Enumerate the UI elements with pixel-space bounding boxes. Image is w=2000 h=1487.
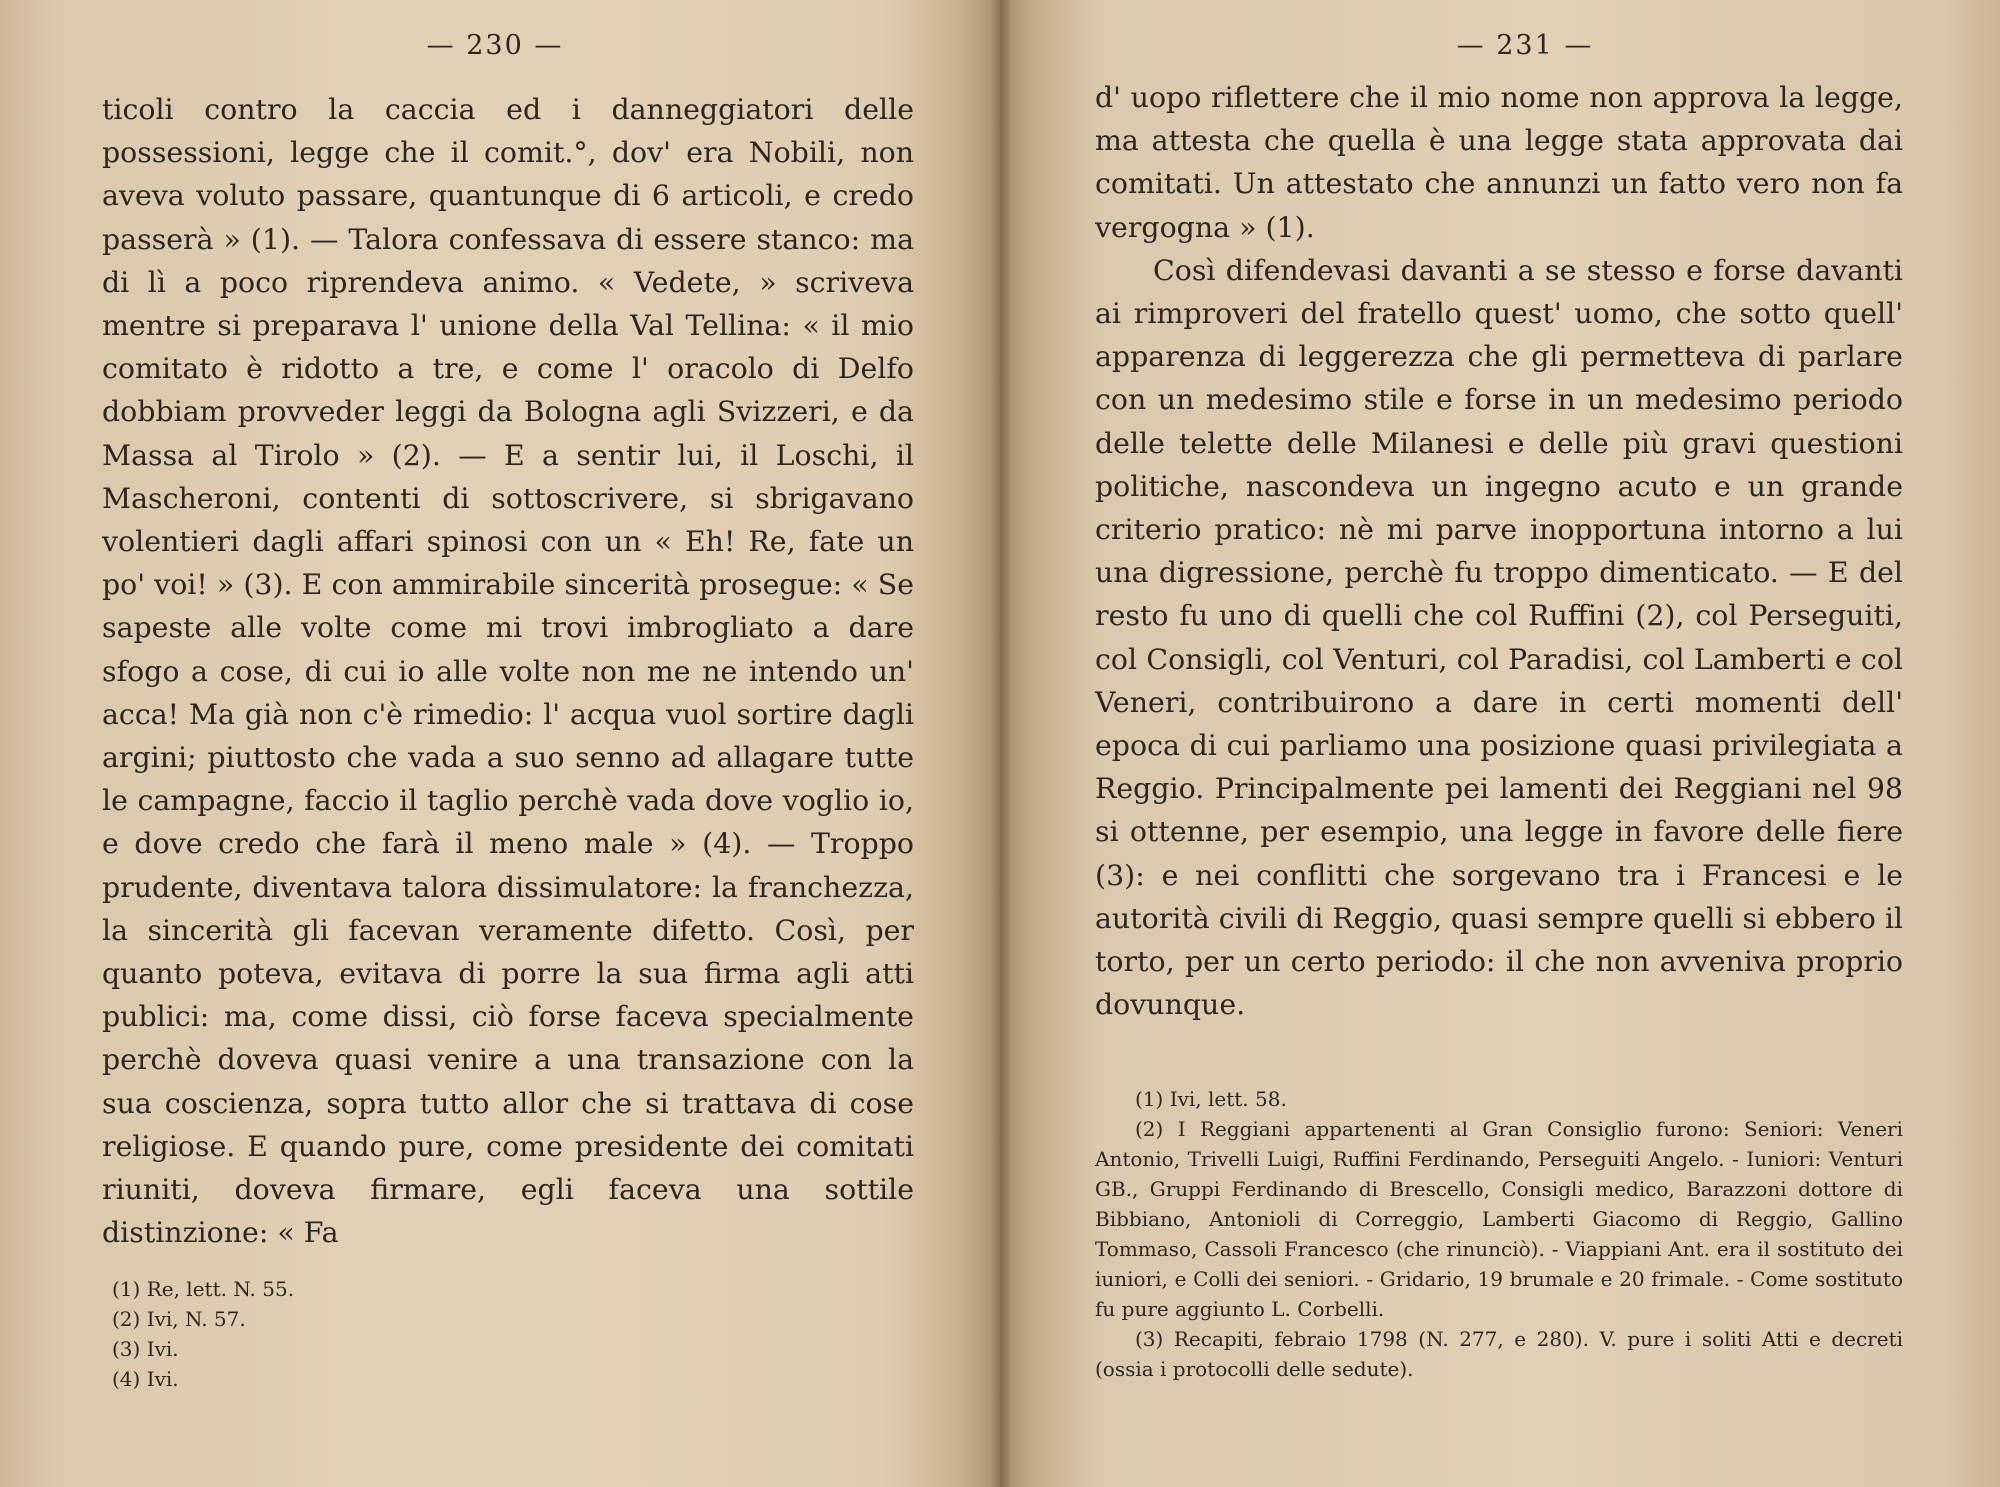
book-gutter: [990, 0, 1012, 1487]
left-footnotes: [112, 1274, 612, 1394]
right-body-text: [1095, 76, 1903, 1026]
left-paragraph: ticoli contro la caccia ed i danneggiatori delle possessioni, legge che il comit.°, dov' era Nobili, non aveva voluto passare, quantunque di 6 articoli, e credo passerà » (1). — Talora confessava di essere stanco: ma di lì a poco riprendeva animo. « Vedete, » scriveva mentre si preparava l' unione della Val Tellina: « il mio comitato è ridotto a tre, e come l' oracolo di Delfo dobbiam provveder leggi da Bologna agli Svizzeri, e da Massa al Tirolo » (2). — E a sentir lui, il Loschi, il Mascheroni, contenti di sottoscrivere, si sbrigavano volentieri dagli affari spinosi con un « Eh! Re, fate un po' voi! » (3). E con ammirabile sincerità prosegue: « Se sapeste alle volte come mi trovi imbrogliato a dare sfogo a cose, di cui io alle volte non me ne intendo un' acca! Ma già non c'è rimedio: l' acqua vuol sortire dagli argini; piuttosto che vada a suo senno ad allagare tutte le campagne, faccio il taglio perchè vada dove voglio io, e dove credo che farà il meno male » (4). — Troppo prudente, diventava talora dissimulatore: la franchezza, la sincerità gli facevan veramente difetto. Così, per quanto poteva, evitava di porre la sua firma agli atti publici: ma, come dissi, ciò forse faceva specialmente perchè doveva quasi venire a una transazione con la sua coscienza, sopra tutto allor che si trattava di cose religiose. E quando pure, come presidente dei comitati riuniti, doveva firmare, egli faceva una sottile distinzione: « Fa: [102, 93, 914, 1250]
left-footnote-3: (3) Ivi.: [112, 1337, 179, 1361]
right-page: [1000, 0, 2000, 1487]
left-page-number: — 230 —: [426, 30, 564, 61]
left-body-text: [102, 88, 914, 1254]
right-footnote-2: (2) I Reggiani appartenenti al Gran Consiglio furono: Seniori: Veneri Antonio, Trivelli Luigi, Ruffini Ferdinando, Perseguiti Angelo. - Iuniori: Venturi GB., Gruppi Ferdinando di Brescello, Consigli medico, Barazzoni dottore di Bibbiano, Antonioli di Correggio, Lamberti Giacomo di Reggio, Gallino Tommaso, Cassoli Francesco (che rinunciò). - Viappiani Ant. era il sostituto dei iuniori, e Colli dei seniori. - Gridario, 19 brumale e 20 frimale. - Come sostituto fu pure aggiunto L. Corbelli.: [1095, 1117, 1903, 1321]
right-footnotes: [1095, 1084, 1903, 1384]
left-footnote-2: (2) Ivi, N. 57.: [112, 1307, 246, 1331]
right-paragraph-1: d' uopo riflettere che il mio nome non approva la legge, ma attesta che quella è una legge stata approvata dai comitati. Un attestato che annunzi un fatto vero non fa vergogna » (1).: [1095, 81, 1903, 244]
left-footnote-1: (1) Re, lett. N. 55.: [112, 1277, 295, 1301]
right-footnote-1: (1) Ivi, lett. 58.: [1135, 1087, 1287, 1111]
right-paragraph-2: Così difendevasi davanti a se stesso e forse davanti ai rimproveri del fratello quest' uomo, che sotto quell' apparenza di leggerezza che gli permetteva di parlare con un medesimo stile e forse in un medesimo periodo delle telette delle Milanesi e delle più gravi questioni politiche, nascondeva un ingegno acuto e un grande criterio pratico: nè mi parve inopportuna intorno a lui una digressione, perchè fu troppo dimenticato. — E del resto fu uno di quelli che col Ruffini (2), col Perseguiti, col Consigli, col Venturi, col Paradisi, col Lamberti e col Veneri, contribuirono a dare in certi momenti dell' epoca di cui parliamo una posizione quasi privilegiata a Reggio. Principalmente pei lamenti dei Reggiani nel 98 si ottenne, per esempio, una legge in favore delle fiere (3): e nei conflitti che sorgevano tra i Francesi e le autorità civili di Reggio, quasi sempre quelli si ebbero il torto, per un certo periodo: il che non avveniva proprio dovunque.: [1095, 253, 1903, 1022]
right-page-number: — 231 —: [1456, 30, 1594, 61]
left-footnote-4: (4) Ivi.: [112, 1367, 179, 1391]
right-footnote-3: (3) Recapiti, febraio 1798 (N. 277, e 280). V. pure i soliti Atti e decreti (ossia i protocolli delle sedute).: [1095, 1327, 1903, 1381]
